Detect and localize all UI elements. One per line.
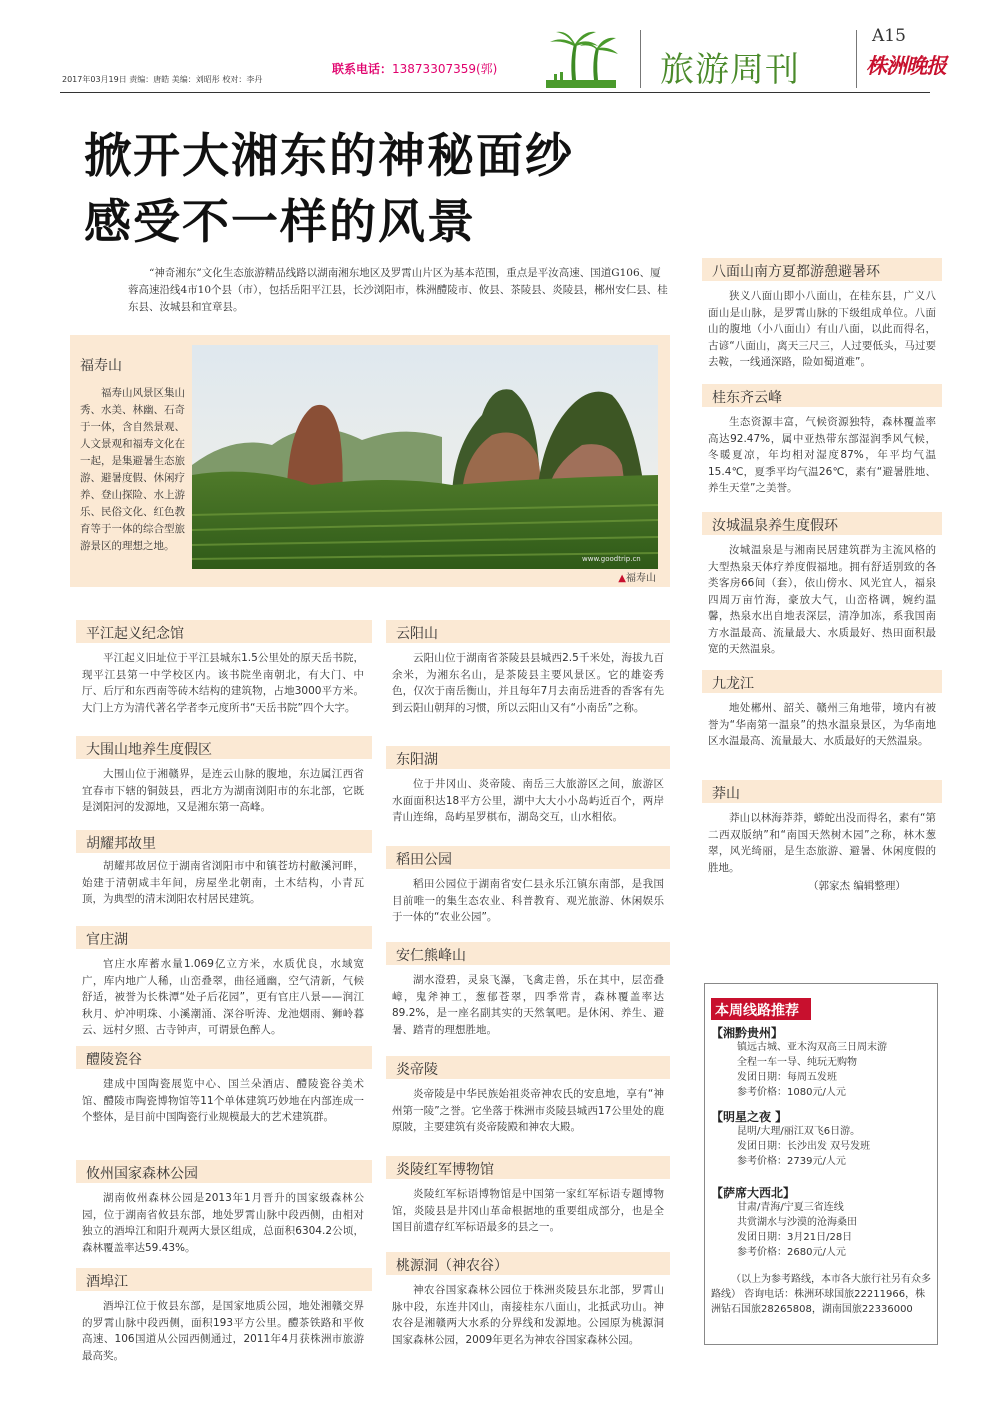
section-body: 莽山以林海莽莽，蟒蛇出没而得名，素有“第二西双版纳”和“南国天然树木园”之称，林木葱翠，风光绮丽，是生态旅游、避暑、休闲度假的胜地。 — [708, 812, 936, 874]
section-body: 官庄水库蓄水量1.069亿立方米，水质优良，水域宽广，库内地广人稀，山峦叠翠，曲径通幽，空气清新，气候舒适，被誉为长株潭“处子后花园”，更有官庄八景——润江秋月、炉冲明珠、小溪潮涌、深谷听涛、龙池烟雨、狮岭暮云、远村夕照、古寺钟声，可谓景色醉人。 — [82, 958, 364, 1036]
section-body: 地处郴州、韶关、赣州三角地带，境内有被誉为“华南第一温泉”的热水温泉景区，为华南地区水温最高、流量最大、水质最好的天然温泉。 — [708, 702, 936, 747]
section-title: 桂东齐云峰 — [712, 390, 782, 406]
section-name: 旅游周刊 — [660, 50, 800, 90]
section-header — [76, 620, 372, 643]
phone-label: 联系电话： — [332, 62, 393, 76]
route-line: 全程一车一导、纯玩无购物 — [737, 1057, 857, 1068]
section-header — [386, 620, 670, 643]
section-body: 炎帝陵是中华民族始祖炎帝神农氏的安息地，享有“神州第一陵”之誉。它坐落于株洲市炎陵县城西17公里处的鹿原陂，主要建筑有炎帝陵殿和神农大殿。 — [392, 1088, 664, 1133]
section-title: 稻田公园 — [396, 852, 452, 868]
section-body: 狭义八面山即小八面山，在桂东县，广义八面山是山脉，是罗霄山脉的下级组成单位。八面山的腹地（小八面山）有山八面，以此而得名，古谚“八面山，离天三尺三，人过要低头，马过要去鞍，一线通深路，险如蜀道难”。 — [708, 290, 936, 368]
palm-tree-logo-icon — [546, 26, 622, 92]
route-title: 【湘黔贵州】 — [711, 1026, 784, 1040]
contact-phone — [332, 60, 497, 77]
section-title: 云阳山 — [396, 626, 438, 642]
section-title: 安仁熊峰山 — [396, 948, 466, 964]
header-divider — [640, 30, 641, 88]
section-header — [76, 1046, 372, 1069]
section-title: 汝城温泉养生度假环 — [712, 518, 838, 534]
route-heading-badge — [711, 998, 811, 1020]
section-title: 酒埠江 — [86, 1274, 128, 1290]
section-body: 位于井冈山、炎帝陵、南岳三大旅游区之间，旅游区水面面积达18平方公里，湖中大大小小岛屿近百个，两岸青山连绵，岛屿星罗棋布，湖岛交互，山水相依。 — [392, 778, 664, 823]
route-line: 参考价格：2680元/人元 — [737, 1247, 846, 1258]
route-recommend-box — [704, 983, 938, 1345]
header-rule — [60, 92, 930, 93]
section-header — [386, 942, 670, 965]
intro-paragraph: “神奇湘东”文化生态旅游精品线路以湖南湘东地区及罗霄山片区为基本范围，重点是平汝高速、国道G106、厦蓉高速沿线4市10个县（市），包括岳阳平江县，长沙浏阳市，株洲醴陵市、攸县、茶陵县、炎陵县，郴州安仁县、桂东县、汝城县和宜章县。 — [128, 267, 668, 313]
section-body: 大围山位于湘赣界，是连云山脉的腹地，东边属江西省宜春市下辖的铜鼓县，西北方为湖南浏阳市的东北部，它既是浏阳河的发源地，又是湘东第一高峰。 — [82, 768, 364, 813]
section-title: 炎帝陵 — [396, 1062, 438, 1078]
section-body: 神农谷国家森林公园位于株洲炎陵县东北部，罗霄山脉中段，东连井冈山，南接桂东八面山，北抵武功山。神农谷是湘赣两大水系的分界线和发源地。公园原为桃源洞国家森林公园，2009年更名为神农谷国家森林公园。 — [392, 1284, 664, 1346]
route-line: 发团日期：3月21日/28日 — [737, 1232, 853, 1243]
page-number: A15 — [872, 26, 906, 46]
caption-triangle-icon: ▲ — [618, 573, 626, 584]
caption-text: 福寿山 — [626, 573, 656, 584]
newspaper-name: 株洲晚报 — [866, 53, 946, 78]
section-header — [76, 1268, 372, 1291]
route-line: 发团日期：长沙出发 双号发班 — [737, 1141, 871, 1152]
route-line: 共赏湖水与沙漠的沧海桑田 — [737, 1217, 857, 1228]
section-body: 汝城温泉是与湘南民居建筑群为主流风格的大型热泉天体疗养度假福地。拥有舒适别致的各类客房66间（套），依山傍水、风光宜人，福泉四周万亩竹海，豪放大气，山峦格调，婉约温馨，热泉水出自地表深层，清净加冻，系我国南方水温最高、流量最大、水质最好、热田面积最宽的天然温泉。 — [708, 544, 936, 655]
route-line: 镇远古城、亚木沟双高三日周末游 — [737, 1042, 887, 1053]
section-header — [702, 258, 942, 281]
route-line: 昆明/大理/丽江双飞6日游。 — [737, 1126, 861, 1137]
section-header — [702, 670, 942, 693]
section-header — [386, 1056, 670, 1079]
issue-date-line: 2017年03月19日 责编：唐皓 美编：刘昭彤 校对：李丹 — [62, 75, 263, 84]
section-header — [386, 746, 670, 769]
section-header — [702, 780, 942, 803]
section-header — [76, 736, 372, 759]
headline-line-1: 掀开大湘东的神秘面纱 — [84, 129, 574, 184]
section-title: 醴陵瓷谷 — [86, 1052, 142, 1068]
section-header — [386, 846, 670, 869]
editor-note: （郭家杰 编辑整理） — [808, 880, 906, 892]
section-body: 湖南攸州森林公园是2013年1月晋升的国家级森林公园，位于湖南省攸县东部，地处罗霄山脉中段西侧，由相对独立的酒埠江和阳升观两大景区组成，总面积6304.2公顷，森林覆盖率达59.43%。 — [82, 1192, 364, 1254]
section-body: 建成中国陶瓷展览中心、国兰朵酒店、醴陵瓷谷美术馆、醴陵市陶瓷博物馆等11个单体建筑巧妙地在内部连成一个整体，是目前中国陶瓷行业规模最大的艺术建筑群。 — [82, 1078, 364, 1123]
section-title: 大围山地养生度假区 — [86, 742, 212, 758]
section-title: 胡耀邦故里 — [86, 836, 156, 852]
section-title: 平江起义纪念馆 — [86, 626, 184, 642]
section-header — [76, 926, 372, 949]
route-note: （以上为参考路线，本市各大旅行社另有众多路线） 咨询电话：株洲环球国旅22211966，株洲钻石国旅28265808，湖南国旅22336000 — [711, 1274, 931, 1315]
section-header — [76, 830, 372, 853]
section-title: 东阳湖 — [396, 752, 438, 768]
route-title: 【明星之夜 】 — [711, 1110, 788, 1124]
section-header — [702, 384, 942, 407]
section-body: 炎陵红军标语博物馆是中国第一家红军标语专题博物馆，炎陵县是井冈山革命根据地的重要组成部分，也是全国目前遗存红军标语最多的县之一。 — [392, 1188, 664, 1233]
section-title: 官庄湖 — [86, 932, 128, 948]
headline-line-2: 感受不一样的风景 — [84, 195, 476, 250]
phone-value: 13873307359(郭) — [392, 62, 498, 76]
section-title: 攸州国家森林公园 — [86, 1166, 198, 1182]
section-title: 桃源洞（神农谷） — [396, 1258, 508, 1274]
photo-caption — [618, 569, 656, 584]
section-body: 湖水澄碧，灵泉飞瀑，飞禽走兽，乐在其中，层峦叠嶂，鬼斧神工，葱郁苍翠，四季常青，森林覆盖率达89.2%，是一座名副其实的天然氧吧。是休闲、养生、避暑、踏青的理想胜地。 — [392, 974, 664, 1036]
header-divider — [856, 30, 857, 88]
section-title: 莽山 — [712, 786, 740, 802]
fushou-mountain-photo — [192, 345, 658, 569]
section-title: 八面山南方夏都游憩避暑环 — [712, 264, 880, 280]
route-line: 参考价格：1080元/人元 — [737, 1087, 846, 1098]
route-heading: 本周线路推荐 — [715, 1003, 799, 1019]
section-body: 稻田公园位于湖南省安仁县永乐江镇东南部，是我国目前唯一的集生态农业、科普教育、观光旅游、休闲娱乐于一体的“农业公园”。 — [392, 878, 664, 923]
feature-title: 福寿山 — [80, 358, 122, 374]
feature-box — [70, 335, 670, 587]
route-line: 甘肃/青海/宁夏三省连线 — [737, 1202, 844, 1213]
section-header — [386, 1156, 670, 1179]
photo-watermark: www.goodtrip.cn — [582, 555, 641, 563]
route-line: 发团日期：每周五发班 — [737, 1072, 837, 1083]
headline — [84, 124, 574, 256]
section-header — [386, 1252, 670, 1275]
feature-body: 福寿山风景区集山秀、水美、林幽、石奇于一体，含自然景观、人文景观和福寿文化在一起，是集避暑生态旅游、避暑度假、休闲疗养、登山探险、水上游乐、民俗文化、红色教育等于一体的综合型旅游景区的理想之地。 — [80, 387, 185, 552]
section-body: 平江起义旧址位于平江县城东1.5公里处的原天岳书院，现平江县第一中学校区内。该书院坐南朝北，有大门、中厅、后厅和东西南等砖木结构的建筑物，占地3000平方米。大门上方为清代著名学者李元度所书“天岳书院”四个大字。 — [82, 652, 364, 714]
section-title: 炎陵红军博物馆 — [396, 1162, 494, 1178]
section-body: 生态资源丰富，气候资源独特，森林覆盖率高达92.47%，属中亚热带东部湿润季风气候，冬暖夏凉，年均相对湿度87%，年平均气温15.4℃，夏季平均气温26℃，素有“避暑胜地、养生天堂”之美誉。 — [708, 416, 936, 494]
section-body: 酒埠江位于攸县东部，是国家地质公园，地处湘赣交界的罗霄山脉中段西侧，面积193平方公里。醴茶铁路和平攸高速、106国道从公园西侧通过，2011年4月获株洲市旅游最高奖。 — [82, 1300, 364, 1362]
section-header — [702, 512, 942, 535]
section-title: 九龙江 — [712, 676, 754, 692]
route-line: 参考价格：2739元/人元 — [737, 1156, 846, 1167]
section-header — [76, 1160, 372, 1183]
section-body: 云阳山位于湖南省茶陵县县城西2.5千米处，海拔九百余米，为湘东名山，是茶陵县主要风景区。它的雄姿秀色，仅次于南岳衡山，并且每年7月去南岳进香的香客有先到云阳山朝拜的习惯，所以云阳山又有“小南岳”之称。 — [392, 652, 664, 714]
section-body: 胡耀邦故居位于湖南省浏阳市中和镇苍坊村敝溪河畔，始建于清朝咸丰年间，房屋坐北朝南，土木结构，小青瓦顶，为典型的清末浏阳农村居民建筑。 — [82, 860, 364, 905]
route-title: 【萨席大西北】 — [711, 1186, 796, 1200]
